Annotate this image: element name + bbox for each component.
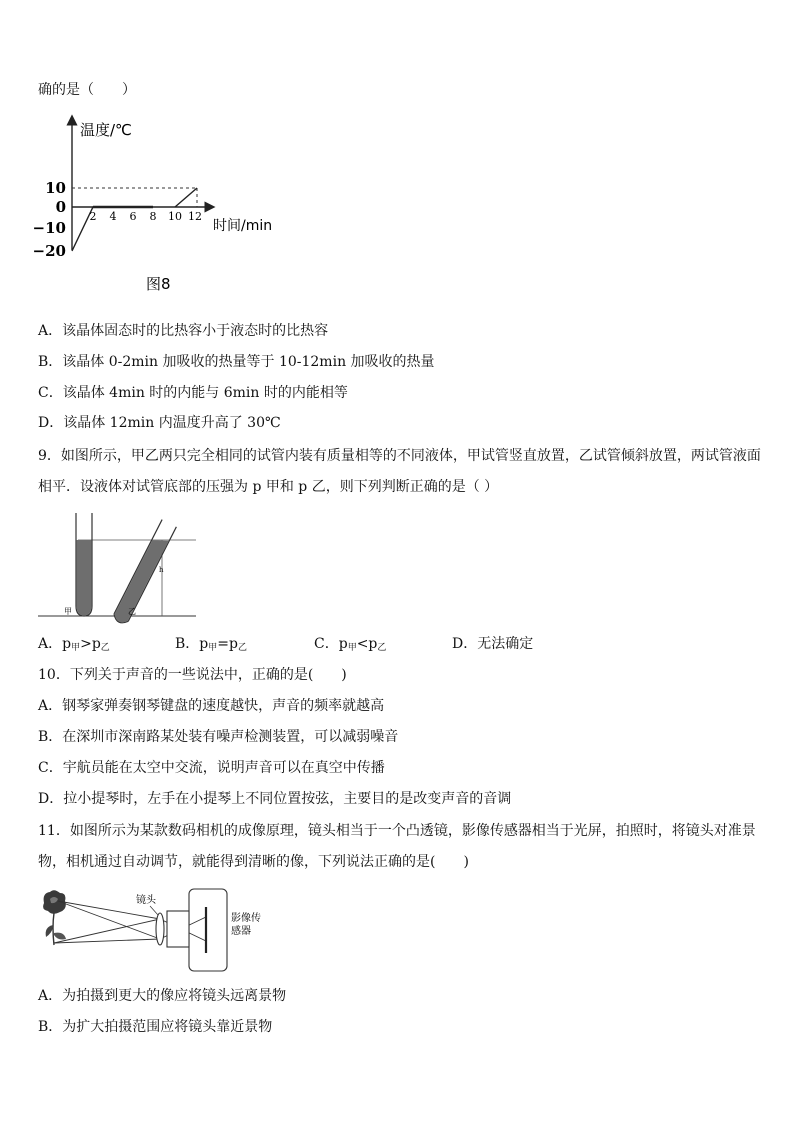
q8-option-b: B．该晶体 0-2min 加吸收的热量等于 10-12min 加吸收的热量: [38, 354, 435, 370]
liquid-yi: [112, 534, 168, 625]
x-tick-10: 10: [168, 210, 182, 223]
label-yi: 乙: [128, 607, 136, 616]
q11-camera-figure: [36, 887, 276, 977]
y-tick-10: 10: [45, 179, 66, 197]
lens-barrel: [167, 911, 189, 947]
q10-option-b: B．在深圳市深南路某处装有噪声检测装置，可以减弱噪音: [38, 729, 399, 745]
x-tick-4: 4: [109, 210, 117, 223]
x-axis-label: 时间/min: [213, 218, 273, 234]
q10-option-c: C．宇航员能在太空中交流，说明声音可以在真空中传播: [38, 760, 385, 776]
y-tick-neg20: −20: [32, 242, 66, 260]
figure-caption: 图8: [146, 275, 171, 293]
q9-option-c: C．$p_甲<p_乙$: [314, 636, 387, 653]
label-jia: 甲: [64, 607, 72, 616]
q8-temperature-time-graph: [32, 115, 292, 300]
q9-option-d: D．无法确定: [452, 636, 534, 652]
y-tick-0: 0: [55, 198, 66, 216]
q11-option-a: A．为拍摄到更大的像应将镜头远离景物: [38, 988, 287, 1004]
q9-test-tubes-figure: [38, 510, 198, 620]
sensor-label-1: 影像传: [231, 913, 261, 924]
q10-stem: 10．下列关于声音的一些说法中，正确的是( ): [38, 667, 347, 683]
x-tick-12: 12: [188, 210, 202, 223]
q8-option-a: A．该晶体固态时的比热容小于液态时的比热容: [38, 323, 329, 339]
q9-option-b: B．$p_甲=p_乙$: [175, 636, 247, 653]
q9-option-a: A．$p_甲>p_乙$: [38, 636, 110, 653]
camera-body: [189, 889, 227, 971]
q9-stem-line2: 相平．设液体对试管底部的压强为 p 甲和 p 乙，则下列判断正确的是（ ）: [38, 479, 499, 495]
y-axis-label: 温度/℃: [80, 121, 132, 139]
q8-stem-tail: 确的是（ ）: [38, 82, 136, 98]
q8-option-d: D．该晶体 12min 内温度升高了 30℃: [38, 415, 281, 431]
convex-lens: [156, 913, 164, 945]
q10-option-d: D．拉小提琴时，左手在小提琴上不同位置按弦，主要目的是改变声音的音调: [38, 791, 512, 807]
q10-option-a: A．钢琴家弹奏钢琴键盘的速度越快，声音的频率就越高: [38, 698, 385, 714]
liquid-heating-segment: [175, 188, 197, 207]
label-h: h: [159, 566, 164, 574]
q11-stem-line1: 11．如图所示为某款数码相机的成像原理，镜头相当于一个凸透镜，影像传感器相当于光屏，拍照时，将镜头对准景: [38, 823, 756, 839]
x-tick-2: 2: [89, 210, 97, 223]
x-tick-6: 6: [129, 210, 137, 223]
sensor-label-2: 感器: [231, 926, 251, 937]
lens-label: 镜头: [136, 895, 156, 906]
flower-object: [43, 890, 66, 945]
y-tick-neg10: −10: [32, 219, 66, 237]
liquid-jia: [77, 540, 92, 615]
q9-stem-line1: 9．如图所示，甲乙两只完全相同的试管内装有质量相等的不同液体，甲试管竖直放置，乙试管倾斜放置，两试管液面: [38, 448, 761, 464]
x-tick-8: 8: [149, 210, 157, 223]
q8-option-c: C．该晶体 4min 时的内能与 6min 时的内能相等: [38, 385, 348, 401]
q11-stem-line2: 物，相机通过自动调节，就能得到清晰的像，下列说法正确的是( ): [38, 854, 469, 870]
q11-option-b: B．为扩大拍摄范围应将镜头靠近景物: [38, 1019, 273, 1035]
